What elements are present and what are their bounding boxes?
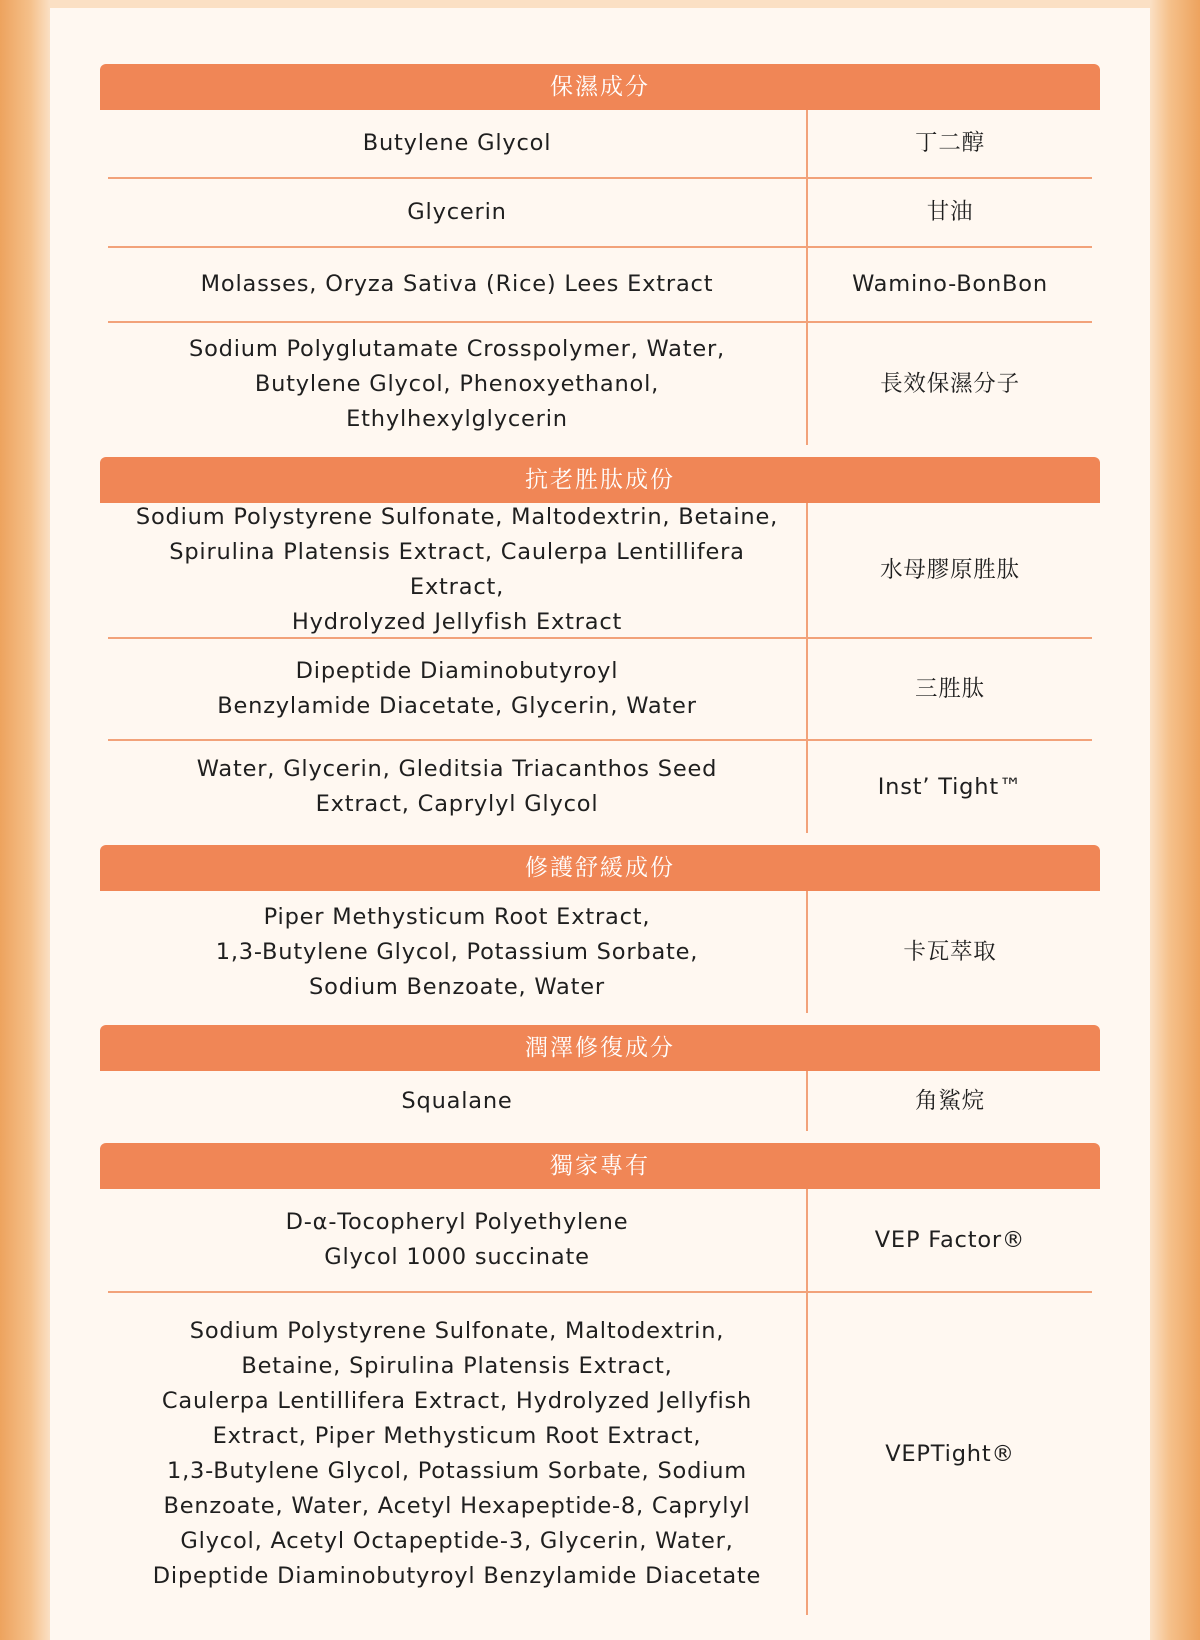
ingredient-card: [50, 8, 1150, 1640]
section-rows: [100, 1189, 1100, 1615]
table-row: [108, 248, 1092, 323]
ingredient-english: Sodium Polystyrene Sulfonate, Maltodextrin, Betaine, Spirulina Platensis Extract, Caulerpa Lentillifera Extract, Hydrolyzed Jellyfish Extract: [108, 503, 808, 637]
section-rows: [100, 503, 1100, 833]
ingredient-chinese: Inst’ Tight™: [877, 773, 1023, 800]
ingredient-chinese: 卡瓦萃取: [903, 938, 997, 965]
ingredient-chinese: 三胜肽: [915, 675, 985, 702]
ingredient-english: Sodium Polystyrene Sulfonate, Maltodextrin, Betaine, Spirulina Platensis Extract, Caulerpa Lentillifera Extract, Hydrolyzed Jellyfish Extract, Piper Methysticum Root Extract, 1,3-Butylene Glycol, Potassium Sorbate, Sodium Benzoate, Water, Acetyl Hexapeptide-8, Caprylyl Glycol, Acetyl Octapeptide-3, Glycerin, Water, Dipeptide Diaminobutyroyl Benzylamide Diacetate: [108, 1293, 808, 1615]
ingredient-english: Water, Glycerin, Gleditsia Triacanthos Seed Extract, Caprylyl Glycol: [108, 741, 808, 833]
section-rows: [100, 110, 1100, 445]
table-row: [108, 503, 1092, 639]
section-anti-aging-peptide: [100, 457, 1100, 833]
ingredient-english: Butylene Glycol: [108, 110, 808, 177]
section-header: 獨家專有: [100, 1143, 1100, 1189]
ingredient-chinese: 甘油: [926, 199, 974, 225]
ingredient-chinese: 長效保濕分子: [880, 370, 1020, 397]
ingredient-english: Squalane: [108, 1071, 808, 1131]
ingredient-chinese: 角鯊烷: [915, 1087, 985, 1114]
section-moisturizing: [100, 64, 1100, 445]
ingredient-english: Glycerin: [108, 179, 808, 246]
ingredient-chinese: 水母膠原胜肽: [880, 556, 1020, 583]
section-header: 潤澤修復成分: [100, 1025, 1100, 1071]
ingredient-chinese: VEPTight®: [885, 1440, 1015, 1467]
ingredient-english: D-α-Tocopheryl Polyethylene Glycol 1000 succinate: [108, 1189, 808, 1291]
table-row: [108, 1189, 1092, 1293]
section-header: 抗老胜肽成份: [100, 457, 1100, 503]
section-header: 保濕成分: [100, 64, 1100, 110]
table-row: [108, 179, 1092, 248]
section-exclusive: [100, 1143, 1100, 1615]
ingredient-english: Dipeptide Diaminobutyroyl Benzylamide Diacetate, Glycerin, Water: [108, 639, 808, 739]
section-rows: [100, 891, 1100, 1013]
ingredient-english: Molasses, Oryza Sativa (Rice) Lees Extract: [108, 248, 808, 321]
table-row: [108, 639, 1092, 741]
table-row: [108, 1071, 1092, 1131]
table-row: [108, 891, 1092, 1013]
table-row: [108, 323, 1092, 445]
ingredient-chinese: Wamino-BonBon: [852, 271, 1048, 297]
section-soothing-repair: [100, 845, 1100, 1013]
ingredient-english: Sodium Polyglutamate Crosspolymer, Water, Butylene Glycol, Phenoxyethanol, Ethylhexylglycerin: [108, 323, 808, 445]
table-row: [108, 741, 1092, 833]
table-row: [108, 110, 1092, 179]
section-header: 修護舒緩成份: [100, 845, 1100, 891]
table-row: [108, 1293, 1092, 1615]
ingredient-chinese: VEP Factor®: [874, 1226, 1026, 1253]
section-rows: [100, 1071, 1100, 1131]
ingredient-english: Piper Methysticum Root Extract, 1,3-Butylene Glycol, Potassium Sorbate, Sodium Benzoate, Water: [108, 891, 808, 1013]
ingredient-table: [100, 64, 1100, 1627]
ingredient-chinese: 丁二醇: [915, 130, 985, 156]
section-nourishing-repair: [100, 1025, 1100, 1131]
